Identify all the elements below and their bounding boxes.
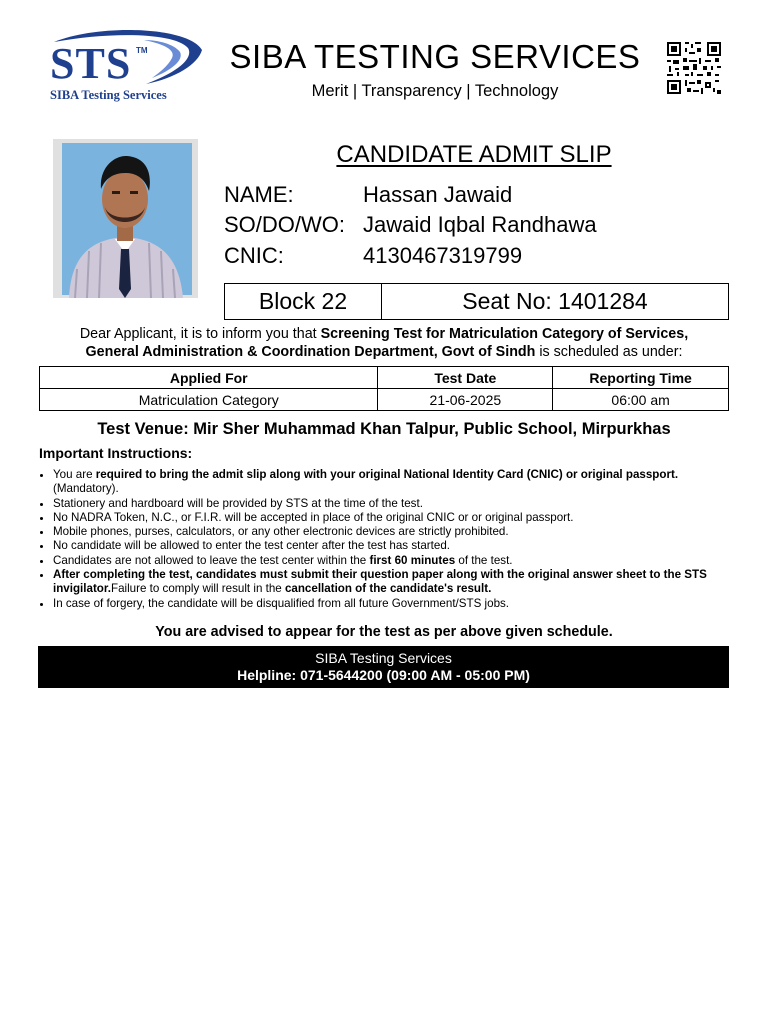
guardian-value: Jawaid Iqbal Randhawa	[363, 212, 597, 237]
slip-title: CANDIDATE ADMIT SLIP	[336, 141, 612, 168]
seat-box	[224, 283, 729, 320]
test-venue: Test Venue: Mir Sher Muhammad Khan Talpur, Public School, Mirpurkhas	[97, 420, 671, 438]
intro-department: General Administration & Coordination Department, Govt of Sindh	[85, 344, 536, 360]
list-item: • Candidates are not allowed to leave the test center within the first 60 minutes of the test.	[53, 554, 743, 568]
intro-post: is scheduled as under:	[535, 344, 683, 360]
reporting-time-value: 06:00 am	[553, 389, 729, 411]
cnic-label: CNIC:	[224, 243, 284, 268]
intro-pre: Dear Applicant, it is to inform you that	[79, 326, 321, 342]
tagline: Merit | Transparency | Technology	[311, 82, 559, 100]
qr-code-icon	[667, 42, 721, 94]
list-item: • No NADRA Token, N.C., or F.I.R. will be accepted in place of the original CNIC or or original passport.	[53, 511, 743, 525]
list-item: • Stationery and hardboard will be provided by STS at the time of the test.	[53, 497, 743, 511]
intro-paragraph	[40, 325, 728, 361]
block-number: Block 22	[225, 284, 382, 319]
header-reporting-time: Reporting Time	[553, 367, 729, 389]
cnic-value: 4130467319799	[363, 243, 523, 268]
header-test-date: Test Date	[378, 367, 553, 389]
list-item: • No candidate will be allowed to enter the test center after the test has started.	[53, 539, 743, 553]
footer-helpline: Helpline: 071-5644200 (09:00 AM - 05:00 PM)	[237, 667, 530, 683]
seat-number: Seat No: 1401284	[462, 288, 648, 314]
test-date-value: 21-06-2025	[378, 389, 553, 411]
instructions-list	[39, 468, 743, 611]
schedule-table	[39, 366, 729, 411]
list-item: • After completing the test, candidates must submit their question paper along with the original answer sheet to the STS invigilator.Failure to comply will result in the cancellation of the candidate's result.	[53, 568, 743, 597]
intro-test-name: Screening Test for Matriculation Category of Services,	[320, 326, 689, 342]
org-title: SIBA TESTING SERVICES	[229, 38, 641, 75]
logo-text: STS	[50, 39, 132, 88]
header-applied-for: Applied For	[40, 367, 378, 389]
candidate-photo	[53, 139, 198, 298]
guardian-label: SO/DO/WO:	[224, 212, 345, 237]
list-item: • In case of forgery, the candidate will be disqualified from all future Government/STS jobs.	[53, 597, 743, 611]
instructions-heading: Important Instructions:	[39, 445, 193, 461]
list-item: • You are required to bring the admit slip along with your original National Identity Card (CNIC) or original passport. (Mandatory).	[53, 468, 743, 497]
logo-subtitle: SIBA Testing Services	[50, 88, 167, 102]
sts-logo	[48, 28, 204, 104]
table-row	[40, 389, 729, 411]
name-value: Hassan Jawaid	[363, 182, 513, 207]
footer-org: SIBA Testing Services	[315, 650, 452, 666]
advice-text: You are advised to appear for the test as per above given schedule.	[155, 624, 613, 640]
list-item: • Mobile phones, purses, calculators, or any other electronic devices are strictly prohibited.	[53, 525, 743, 539]
schedule-header-row	[40, 367, 729, 389]
logo-trademark: TM	[136, 46, 148, 55]
applied-for-value: Matriculation Category	[40, 389, 378, 411]
name-label: NAME:	[224, 182, 294, 207]
footer-bar	[38, 646, 729, 688]
